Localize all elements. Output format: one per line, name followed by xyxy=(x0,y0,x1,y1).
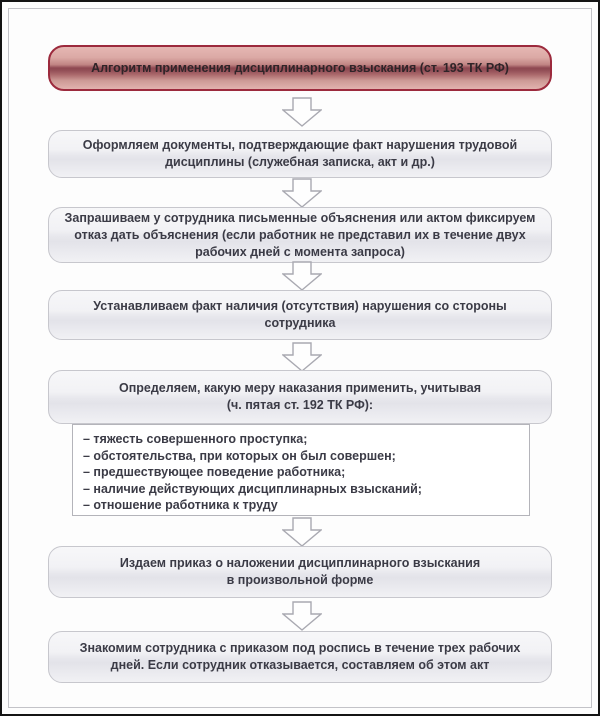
step-text-line: дисциплины (служебная записка, акт и др.) xyxy=(165,155,435,169)
criteria-list xyxy=(72,424,530,516)
criteria-item: – отношение работника к труду xyxy=(83,498,278,512)
criteria-item: – обстоятельства, при которых он был совершен; xyxy=(83,448,396,463)
step-box-issue-order xyxy=(48,546,552,598)
down-arrow-icon xyxy=(282,178,322,208)
criteria-item: – предшествующее поведение работника; xyxy=(83,465,346,479)
step-text-line: Определяем, какую меру наказания применить, учитывая xyxy=(119,381,481,395)
down-arrow-icon xyxy=(282,517,322,547)
step-text-line: дней. Если сотрудник отказывается, составляем об этом акт xyxy=(110,658,490,672)
step-text-line: рабочих дней с момента запроса) xyxy=(195,244,405,259)
step-box-determine-penalty xyxy=(48,370,552,424)
down-arrow-icon xyxy=(282,342,322,372)
flow-title-box xyxy=(48,45,552,91)
step-text-line: сотрудника xyxy=(264,316,336,330)
step-text-line: (ч. пятая ст. 192 ТК РФ): xyxy=(226,398,374,412)
step-text-line: в произвольной форме xyxy=(226,573,374,587)
down-arrow-icon xyxy=(282,97,322,127)
step-box-request-explanation xyxy=(48,207,552,263)
step-box-acquaint-employee xyxy=(48,631,552,683)
step-text-line: Запрашиваем у сотрудника письменные объяснения или актом фиксируем xyxy=(64,210,536,225)
step-text-line: Устанавливаем факт наличия (отсутствия) нарушения со стороны xyxy=(93,299,507,313)
criteria-item: – наличие действующих дисциплинарных взысканий; xyxy=(83,481,422,496)
step-text-line: Оформляем документы, подтверждающие факт нарушения трудовой xyxy=(82,138,518,152)
step-text-line: отказ дать объяснения (если работник не представил их в течение двух xyxy=(74,227,526,242)
step-box-prepare-documents xyxy=(48,130,552,178)
flow-title: Алгоритм применения дисциплинарного взыскания (ст. 193 ТК РФ) xyxy=(91,61,509,75)
step-box-establish-fact xyxy=(48,290,552,340)
down-arrow-icon xyxy=(282,261,322,291)
step-text-line: Знакомим сотрудника с приказом под роспись в течение трех рабочих xyxy=(79,641,521,655)
criteria-item: – тяжесть совершенного проступка; xyxy=(83,432,308,446)
step-text-line: Издаем приказ о наложении дисциплинарного взыскания xyxy=(119,556,481,570)
down-arrow-icon xyxy=(282,601,322,631)
